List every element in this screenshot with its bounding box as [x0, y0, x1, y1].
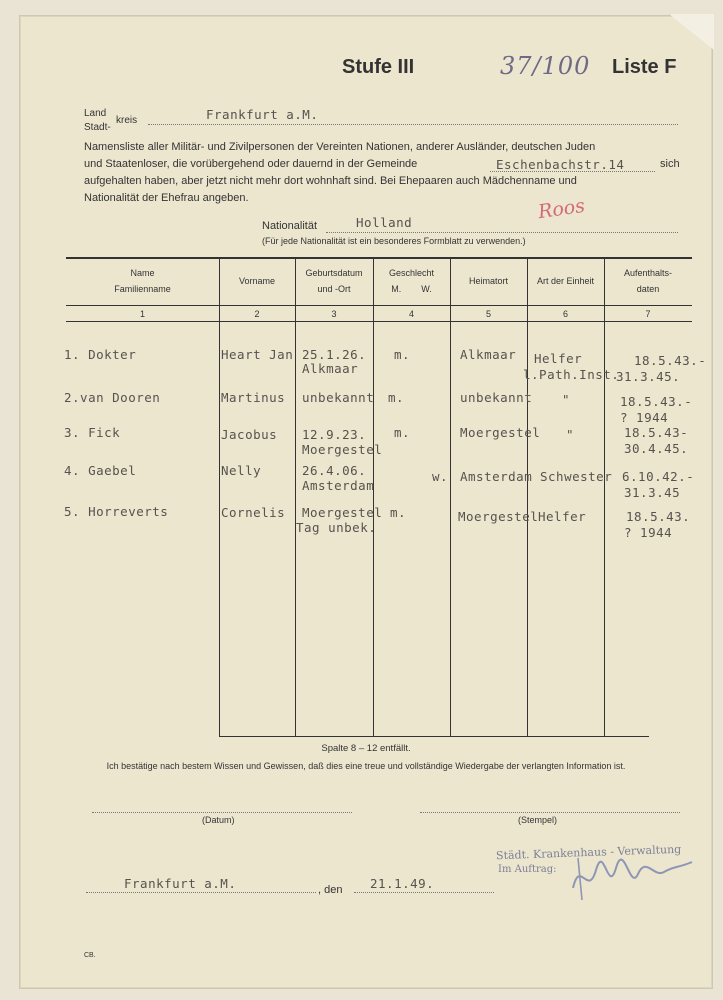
table-col-line-3: [373, 259, 374, 737]
nationality-note: (Für jede Nationalität ist ein besonderes Formblatt zu verwenden.): [262, 236, 526, 246]
header-aufenthalt: Aufenthalts- daten: [623, 268, 673, 294]
red-handwritten-mark: Roos: [536, 194, 587, 224]
land-label: Land: [84, 108, 107, 119]
intro-line-2-post: sich: [660, 158, 680, 170]
nationality-label: Nationalität: [262, 220, 318, 232]
datum-line: [92, 812, 352, 813]
liste-title: Liste F: [612, 56, 677, 78]
row-1-geb1: 25.1.26.: [302, 347, 367, 362]
row-1-geb2: Alkmaar: [302, 361, 359, 376]
confirmation-text: Ich bestätige nach bestem Wissen und Gewissen, daß dies eine treue und vollständige Wiedergabe der verlangten Information ist.: [106, 761, 626, 771]
col-number: 7: [645, 309, 651, 319]
row-5-geb2: Tag unbek.: [296, 520, 377, 535]
col-number: 2: [254, 309, 260, 319]
row-4-aufenthalt1: 6.10.42.-: [622, 469, 695, 484]
table-col-line-6: [604, 259, 605, 737]
date-line: [354, 892, 494, 893]
stamp-line-2: Im Auftrag:: [498, 864, 557, 875]
table-col-line-1: [219, 259, 220, 737]
row-3-m: m.: [394, 425, 411, 440]
stadt-label: Stadt-: [84, 122, 111, 133]
row-2-m: m.: [388, 390, 405, 405]
kreis-line: [148, 124, 678, 125]
row-4-heimat: Amsterdam: [460, 469, 533, 484]
row-5-geb1: Moergestel: [302, 505, 383, 520]
row-5-m: m.: [390, 505, 407, 520]
row-2-geb1: unbekannt: [302, 390, 375, 405]
row-4-geb1: 26.4.06.: [302, 463, 367, 478]
signature: [568, 848, 698, 908]
row-5-heimat: Moergestel: [458, 509, 539, 524]
row-2-aufenthalt1: 18.5.43.-: [620, 394, 693, 409]
row-1-aufenthalt1: 18.5.43.-: [634, 353, 707, 368]
intro-line-4: Nationalität der Ehefrau angeben.: [84, 192, 249, 204]
intro-line-2-pre: und Staatenloser, die vorübergehend oder dauernd in der Gemeinde: [84, 158, 418, 170]
row-1-einheit2: l.Path.Inst.: [523, 367, 620, 382]
stempel-line: [420, 812, 680, 813]
spalte-note: Spalte 8 – 12 entfällt.: [321, 743, 411, 754]
row-3-geb2: Moergestel: [302, 442, 383, 457]
col-number: 4: [408, 309, 414, 319]
row-2-name: 2.van Dooren: [64, 390, 161, 405]
col-number: 6: [562, 309, 568, 319]
row-3-einheit1: ": [566, 427, 575, 442]
row-1-aufenthalt2: 31.3.45.: [616, 369, 681, 384]
ort-line: [86, 892, 316, 893]
ort-value: Frankfurt a.M.: [124, 876, 237, 891]
row-1-heimat: Alkmaar: [460, 347, 517, 362]
table-col-line-5: [527, 259, 528, 737]
col-number: 5: [485, 309, 491, 319]
row-5-einheit1: Helfer: [538, 509, 587, 524]
header-heimatort: Heimatort: [468, 276, 508, 286]
row-4-einheit1: Schwester: [540, 469, 613, 484]
stamp-line-1: Städt. Krankenhaus - Verwaltung: [495, 842, 682, 863]
stempel-label: (Stempel): [518, 815, 558, 825]
row-4-name: 4. Gaebel: [64, 463, 137, 478]
row-3-vorname: Jacobus: [221, 427, 278, 442]
row-3-aufenthalt1: 18.5.43-: [624, 425, 689, 440]
print-code: CB.: [84, 952, 96, 959]
header-vorname: Vorname: [238, 276, 276, 286]
col-number: 3: [331, 309, 337, 319]
row-5-aufenthalt2: ? 1944: [624, 525, 673, 540]
header-name: Name Familienname: [114, 268, 171, 294]
row-2-vorname: Martinus: [221, 390, 286, 405]
form-sheet: [19, 15, 713, 989]
row-5-aufenthalt1: 18.5.43.: [626, 509, 691, 524]
header-geschlecht: Geschlecht M. W.: [388, 268, 435, 294]
col-number: 1: [139, 309, 145, 319]
row-2-heimat: unbekannt: [460, 390, 533, 405]
folded-corner: [669, 14, 714, 50]
nationality-line: [326, 232, 678, 233]
table-col-line-4: [450, 259, 451, 737]
intro-line-1: Namensliste aller Militär- und Zivilpersonen der Vereinten Nationen, anderer Ausländer, deutschen Juden: [84, 141, 596, 153]
row-3-name: 3. Fick: [64, 425, 121, 440]
row-4-aufenthalt2: 31.3.45: [624, 485, 681, 500]
table-top-rule: [66, 257, 692, 259]
row-1-name: 1. Dokter: [64, 347, 137, 362]
date-value: 21.1.49.: [370, 876, 435, 891]
gemeinde-value: Eschenbachstr.14: [496, 157, 625, 172]
stufe-title: Stufe III: [342, 56, 415, 78]
row-2-einheit1: ": [562, 392, 571, 407]
nationality-value: Holland: [356, 215, 413, 230]
den-label: , den: [318, 884, 343, 896]
row-4-w: w.: [432, 469, 449, 484]
row-3-heimat: Moergestel: [460, 425, 541, 440]
row-1-einheit1: Helfer: [534, 351, 583, 366]
table-col-line-2: [295, 259, 296, 737]
datum-label: (Datum): [202, 815, 235, 825]
row-5-name: 5. Horreverts: [64, 504, 169, 519]
header-einheit: Art der Einheit: [536, 276, 595, 286]
row-5-vorname: Cornelis: [221, 505, 286, 520]
row-3-geb1: 12.9.23.: [302, 427, 367, 442]
header-geburtsdatum: Geburtsdatum und -Ort: [305, 268, 363, 294]
row-1-vorname: Heart Jan: [221, 347, 294, 362]
handwritten-number: 37/100: [500, 52, 591, 80]
kreis-label: kreis: [116, 115, 138, 126]
row-4-geb2: Amsterdam: [302, 478, 375, 493]
row-2-aufenthalt2: ? 1944: [620, 410, 669, 425]
row-1-m: m.: [394, 347, 411, 362]
kreis-value: Frankfurt a.M.: [206, 107, 319, 122]
table-bottom-rule: [219, 736, 649, 737]
intro-line-3: aufgehalten haben, aber jetzt nicht mehr dort wohnhaft sind. Bei Ehepaaren auch Mädchenname und: [84, 175, 577, 187]
row-3-aufenthalt2: 30.4.45.: [624, 441, 689, 456]
row-4-vorname: Nelly: [221, 463, 262, 478]
